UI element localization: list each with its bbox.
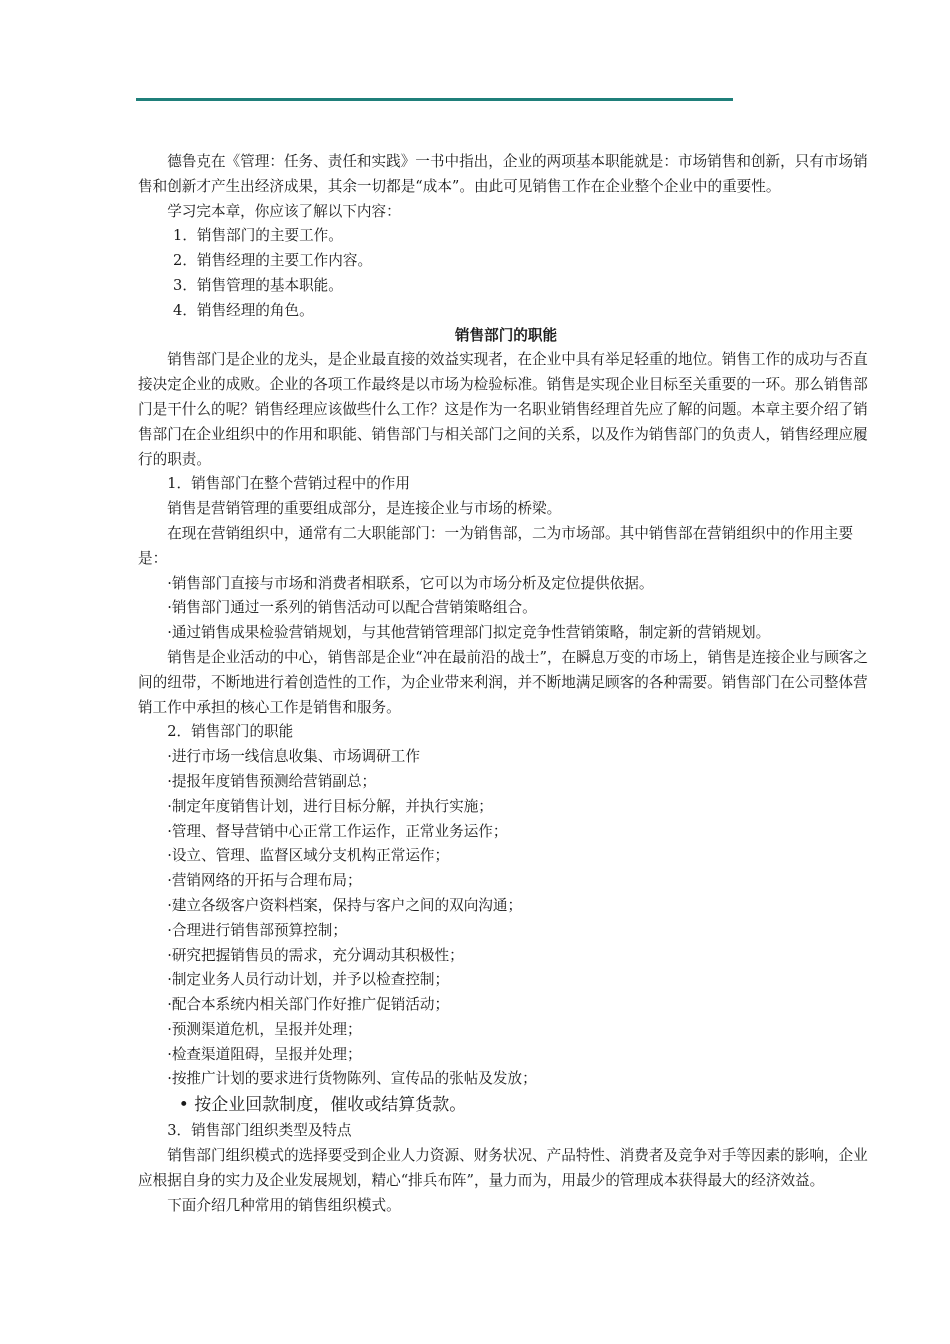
paragraph-a: 销售是营销管理的重要组成部分，是连接企业与市场的桥梁。	[167, 500, 562, 518]
header-rule	[136, 98, 733, 101]
intro-item-3: 3．销售管理的基本职能。	[173, 276, 343, 294]
heading-2: 2．销售部门的职能	[167, 723, 294, 741]
duty-item: ·制定业务人员行动计划，并予以检查控制；	[167, 971, 450, 989]
duty-item: ·配合本系统内相关部门作好推广促销活动；	[167, 996, 450, 1014]
duty-item: ·制定年度销售计划，进行目标分解，并执行实施；	[167, 797, 493, 815]
intro-paragraph: 德鲁克在《管理：任务、责任和实践》一书中指出，企业的两项基本职能就是：市场销售和创新，只有市场销售和创新才产生出经济成果，其余一切都是“成本”。由此可见销售工作在企业整个企业中的重要性。	[138, 153, 868, 195]
bullet-item: ·销售部门通过一系列的销售活动可以配合营销策略组合。	[167, 599, 537, 617]
heading-3: 3．销售部门组织类型及特点	[167, 1122, 352, 1140]
duty-item: ·建立各级客户资料档案，保持与客户之间的双向沟通；	[167, 896, 523, 914]
duty-item: ·提报年度销售预测给营销副总；	[167, 772, 377, 790]
bullet-item: ·通过销售成果检验营销规划，与其他营销管理部门拟定竞争性营销策略，制定新的营销规划。	[167, 624, 771, 642]
duty-item: ·营销网络的开拓与合理布局；	[167, 872, 362, 890]
intro-item-4: 4．销售经理的角色。	[173, 301, 314, 319]
intro-item-1: 1．销售部门的主要工作。	[173, 227, 343, 245]
document-body	[138, 150, 874, 1218]
duty-item: ·设立、管理、监督区域分支机构正常运作；	[167, 847, 450, 865]
paragraph-e: 下面介绍几种常用的销售组织模式。	[167, 1196, 401, 1214]
bullet-item: ·销售部门直接与市场和消费者相联系，它可以为市场分析及定位提供依据。	[167, 574, 654, 592]
paragraph-c: 销售是企业活动的中心，销售部是企业“冲在最前沿的战士”，在瞬息万变的市场上，销售是连接企业与顾客之间的纽带，不断地进行着创造性的工作，为企业带来利润，并不断地满足顾客的各种需要。销售部门在公司整体营销工作中承担的核心工作是销售和服务。	[138, 648, 869, 716]
duty-item: ·预测渠道危机，呈报并处理；	[167, 1020, 362, 1038]
section-paragraph: 销售部门是企业的龙头，是企业最直接的效益实现者，在企业中具有举足轻重的地位。销售工作的成功与否直接决定企业的成败。企业的各项工作最终是以市场为检验标准。销售是实现企业目标至关重要的一环。那么销售部门是干什么的呢？销售经理应该做些什么工作？这是作为一名职业销售经理首先应了解的问题。本章主要介绍了销售部门在企业组织中的作用和职能、销售部门与相关部门之间的关系，以及作为销售部门的负责人，销售经理应履行的职责。	[138, 351, 868, 468]
duty-item: ·研究把握销售员的需求，充分调动其积极性；	[167, 946, 464, 964]
intro-lead: 学习完本章，你应该了解以下内容：	[167, 202, 401, 220]
section-title: 销售部门的职能	[454, 326, 558, 344]
heading-1: 1．销售部门在整个营销过程中的作用	[167, 475, 410, 493]
paragraph-d: 销售部门组织模式的选择要受到企业人力资源、财务状况、产品特性、消费者及竞争对手等因素的影响，企业应根据自身的实力及企业发展规划，精心“排兵布阵”，量力而为，用最少的管理成本获得最大的经济效益。	[138, 1147, 868, 1189]
paragraph-b: 在现在营销组织中，通常有二大职能部门：一为销售部，二为市场部。其中销售部在营销组织中的作用主要是：	[138, 524, 854, 567]
duty-item: ·检查渠道阻碍，呈报并处理；	[167, 1045, 362, 1063]
duty-item: ·按推广计划的要求进行货物陈列、宣传品的张帖及发放；	[167, 1070, 537, 1088]
intro-item-2: 2．销售经理的主要工作内容。	[173, 252, 373, 270]
duty-item: ·管理、督导营销中心正常工作运作，正常业务运作；	[167, 822, 508, 840]
duty-item: ·合理进行销售部预算控制；	[167, 921, 347, 939]
duty-item: ·进行市场一线信息收集、市场调研工作	[167, 748, 420, 766]
duty-item-last: • 按企业回款制度，催收或结算货款。	[178, 1095, 467, 1116]
